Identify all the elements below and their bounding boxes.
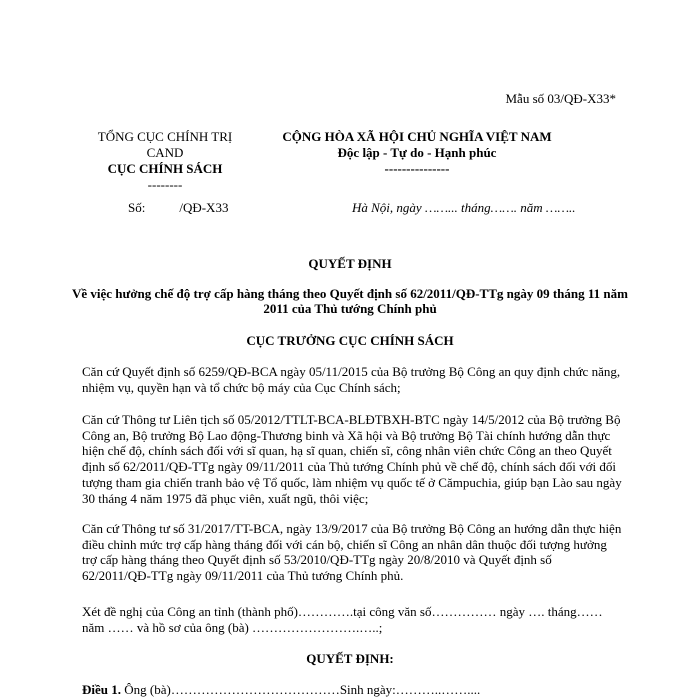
agency-line-1: TỔNG CỤC CHÍNH TRỊ [97, 129, 233, 144]
nation-rule: --------------- [384, 161, 450, 176]
paragraph-legal-basis-3 [82, 521, 622, 584]
agency-line-3: CỤC CHÍNH SÁCH [107, 161, 223, 176]
article-1 [82, 682, 480, 698]
nation-line-1: CỘNG HÒA XÃ HỘI CHỦ NGHĨA VIỆT NAM [282, 129, 552, 144]
article-1-label: Điều 1. [82, 682, 121, 697]
issuing-authority: CỤC TRƯỞNG CỤC CHÍNH SÁCH [246, 333, 454, 348]
document-title: QUYẾT ĐỊNH [308, 256, 392, 271]
place-date: Hà Nội, ngày ……... tháng……. năm …….. [352, 200, 576, 215]
number-label: Số: [128, 200, 146, 215]
document-number [128, 200, 228, 216]
number-value: /QĐ-X33 [179, 200, 229, 215]
paragraph-text: Xét đề nghị của Công an tỉnh (thành phố)………….tại công văn số…………… ngày …. tháng…… năm …… và hồ sơ của ông (bà) …………………….…..; [82, 604, 603, 635]
form-number: Mẫu số 03/QĐ-X33* [505, 91, 616, 106]
document-subject: Về việc hưởng chế độ trợ cấp hàng tháng theo Quyết định số 62/2011/QĐ-TTg ngày 09 tháng 11 năm 2011 của Thủ tướng Chính phủ [72, 286, 628, 316]
decision-heading: QUYẾT ĐỊNH: [306, 651, 394, 666]
issuing-agency-block [90, 129, 240, 193]
paragraph-legal-basis-1 [82, 364, 622, 395]
nation-line-2: Độc lập - Tự do - Hạnh phúc [337, 145, 497, 160]
paragraph-text: Căn cứ Thông tư Liên tịch số 05/2012/TTLT-BCA-BLĐTBXH-BTC ngày 14/5/2012 của Bộ trưởng Bộ Công an, Bộ trưởng Bộ Lao động-Thương binh và Xã hội và Bộ trưởng Bộ Tài chính hướng dẫn thực hiện chế độ, chính sách đối với sĩ quan, hạ sĩ quan, chiến sĩ, công nhân viên chức Công an theo Quyết định số 62/2011/QĐ-TTg ngày 09/11/2011 của Thủ tướng Chính phủ về chế độ, chính sách đối với đối tượng tham gia chiến tranh bảo vệ Tổ quốc, làm nhiệm vụ quốc tế ở Cămpuchia, giúp bạn Lào sau ngày 30 tháng 4 năm 1975 đã phục viên, xuất ngũ, thôi việc; [82, 412, 622, 506]
paragraph-text: Căn cứ Thông tư số 31/2017/TT-BCA, ngày 13/9/2017 của Bộ trưởng Bộ Công an hướng dẫn thực hiện điều chỉnh mức trợ cấp hàng tháng đối với cán bộ, chiến sĩ Công an nhân dân thuộc đối tượng hưởng trợ cấp hàng tháng theo Quyết định số 53/2010/QĐ-TTg ngày 20/8/2010 và Quyết định số 62/2011/QĐ-TTg ngày 09/11/2011 của Thủ tướng Chính phủ. [82, 521, 622, 584]
paragraph-legal-basis-2 [82, 412, 622, 506]
agency-line-2: CAND [146, 145, 184, 160]
paragraph-proposal [82, 604, 622, 635]
article-1-text: Ông (bà)…………………………………Sinh ngày:………..…….... [121, 682, 481, 697]
agency-rule: -------- [147, 177, 183, 192]
paragraph-text: Căn cứ Quyết định số 6259/QĐ-BCA ngày 05/11/2015 của Bộ trưởng Bộ Công an quy định chức năng, nhiệm vụ, quyền hạn và tổ chức bộ máy của Cục Chính sách; [82, 364, 621, 395]
national-motto-block [282, 129, 552, 177]
